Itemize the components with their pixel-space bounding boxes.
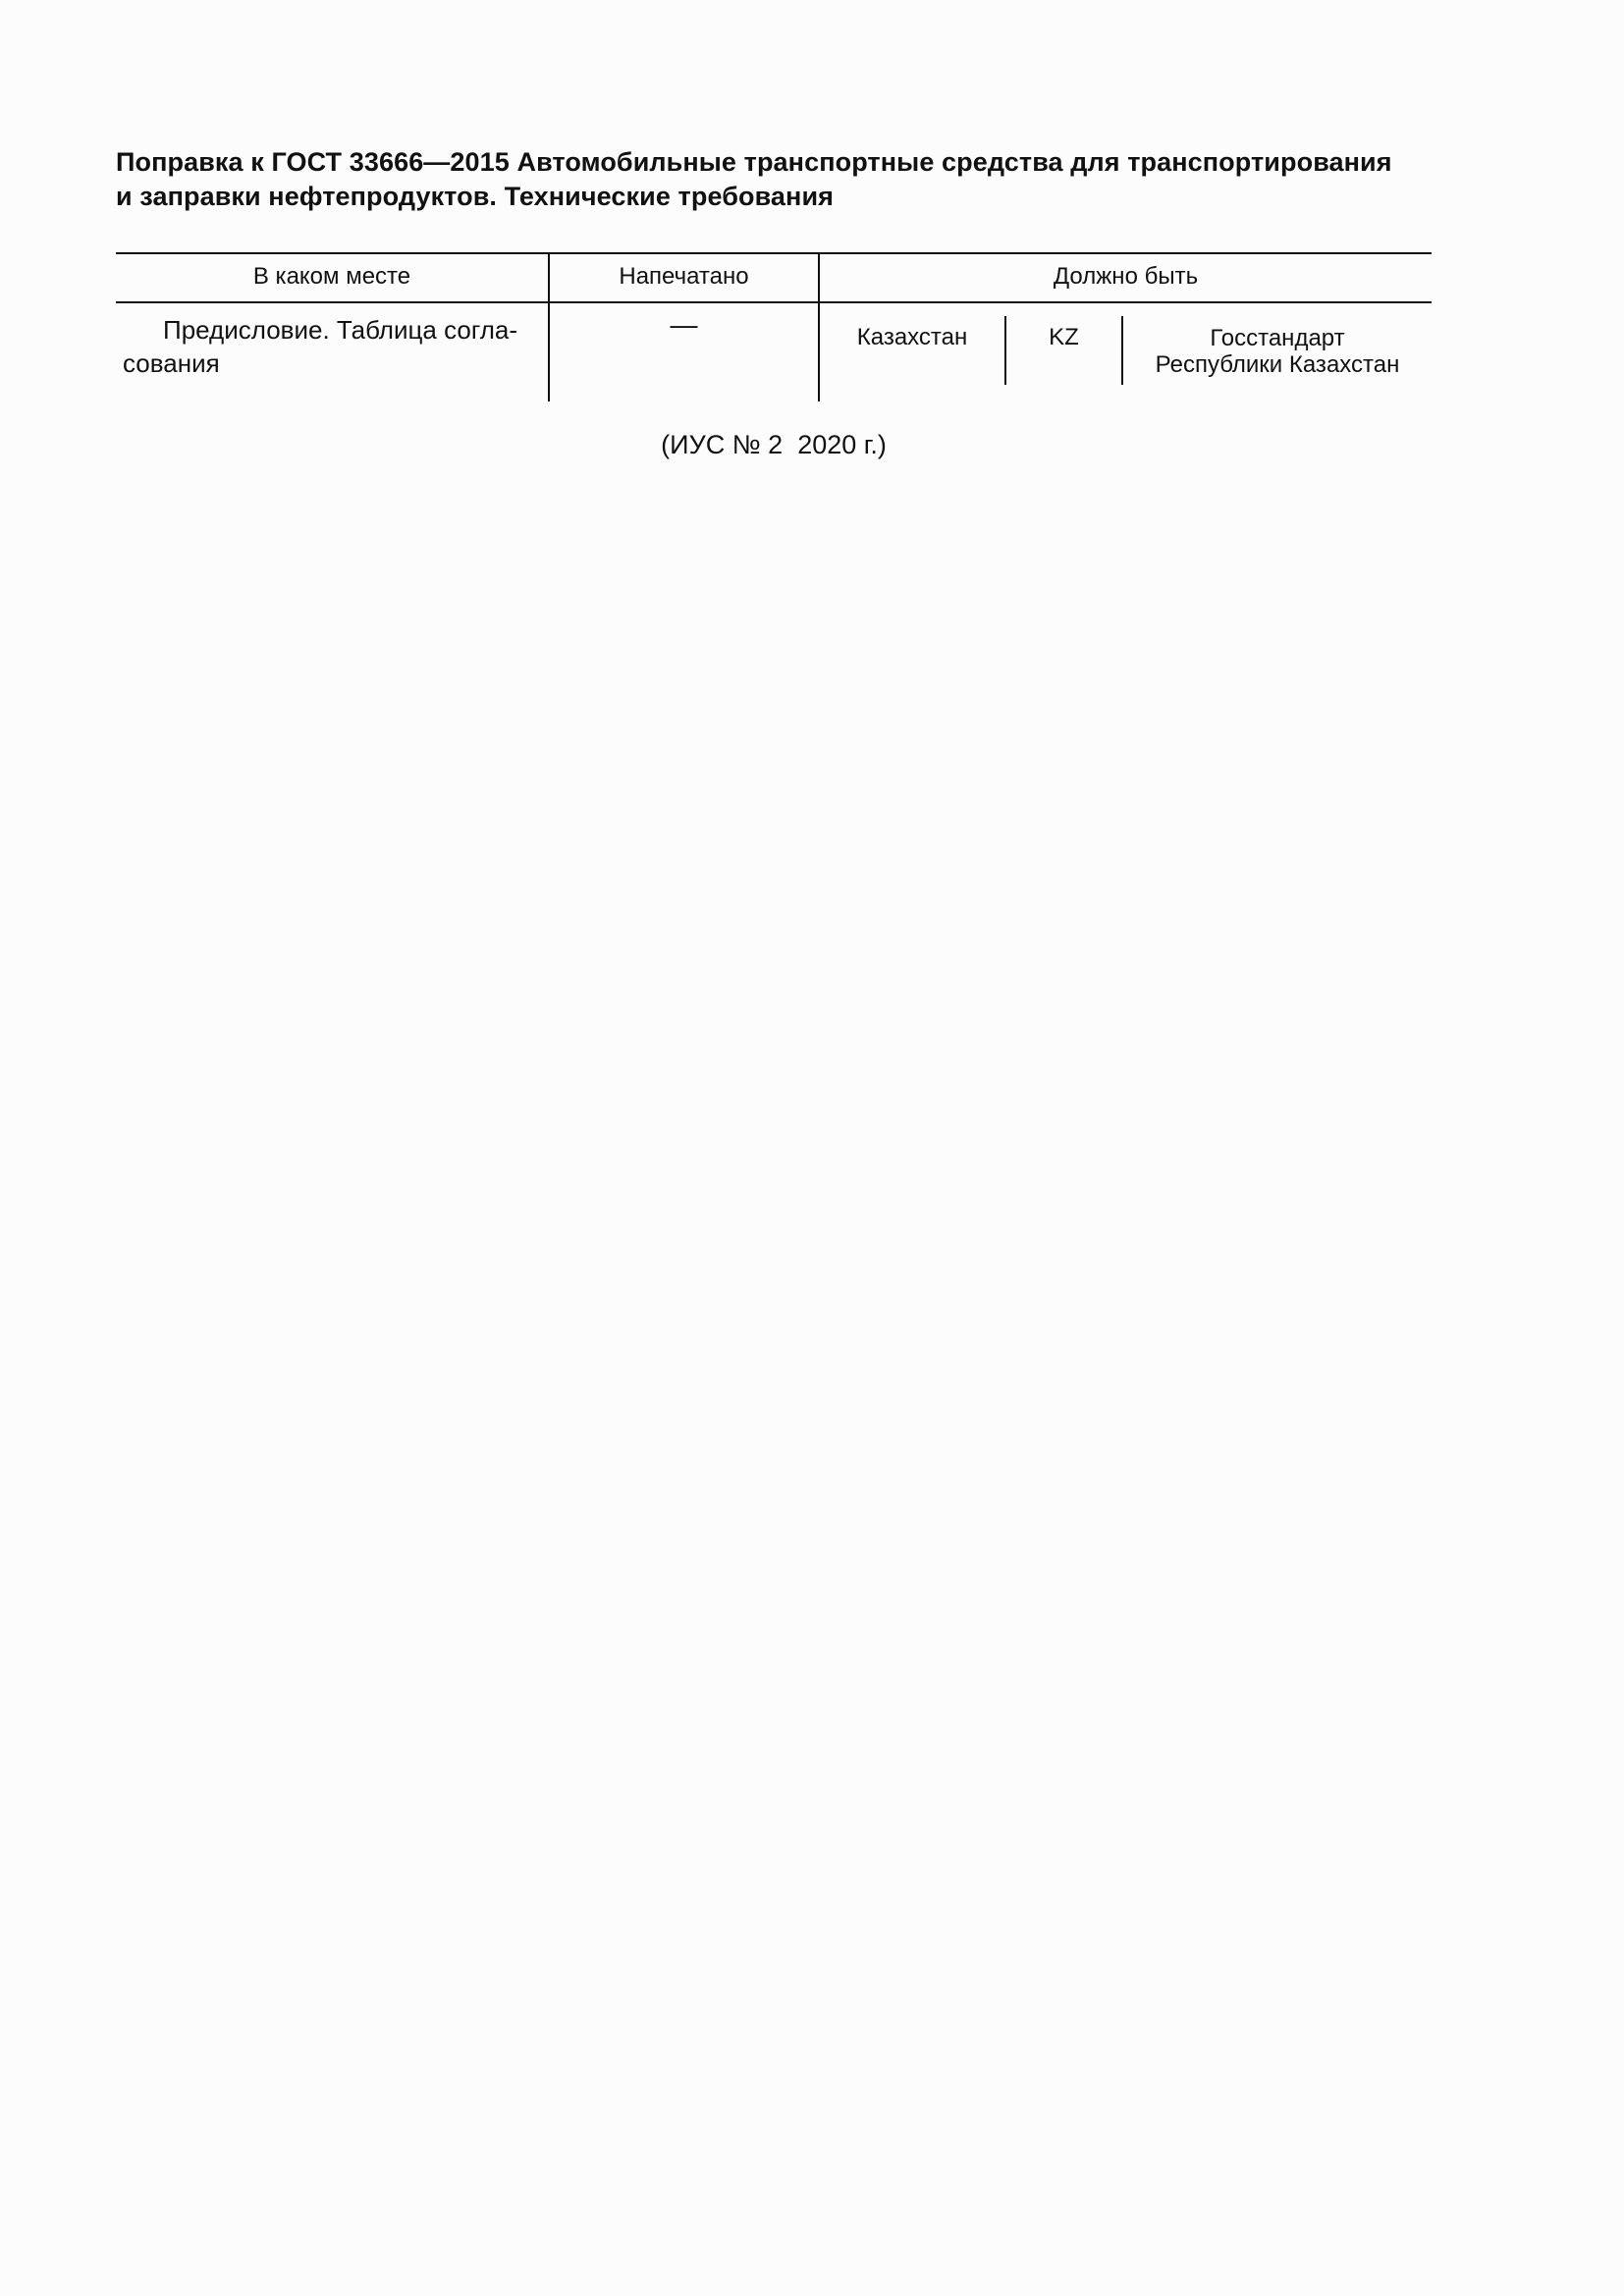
- header-printed: Напечатано: [619, 263, 749, 290]
- location-line-2: сования: [123, 348, 220, 378]
- amendment-table: [116, 252, 1432, 401]
- document-title-line-2: и заправки нефтепродуктов. Технические требования: [116, 182, 835, 211]
- country-name: Казахстан: [856, 324, 968, 350]
- document-title: [116, 145, 1451, 214]
- standards-body-line-1: Госстандарт: [1210, 325, 1345, 351]
- country-code: KZ: [1049, 324, 1079, 350]
- location-line-1: Предисловие. Таблица согла-: [163, 315, 518, 345]
- table-header-rule: [116, 301, 1432, 303]
- table-top-rule: [116, 252, 1432, 254]
- header-should-be: Должно быть: [1053, 263, 1199, 290]
- standards-body-line-2: Республики Казахстан: [1155, 351, 1400, 378]
- publication-reference: (ИУС № 2 2020 г.): [661, 430, 887, 459]
- printed-value: —: [670, 309, 698, 340]
- document-title-line-1: Поправка к ГОСТ 33666—2015 Автомобильные транспортные средства для транспортирования: [116, 147, 1392, 177]
- header-location: В каком месте: [252, 263, 411, 290]
